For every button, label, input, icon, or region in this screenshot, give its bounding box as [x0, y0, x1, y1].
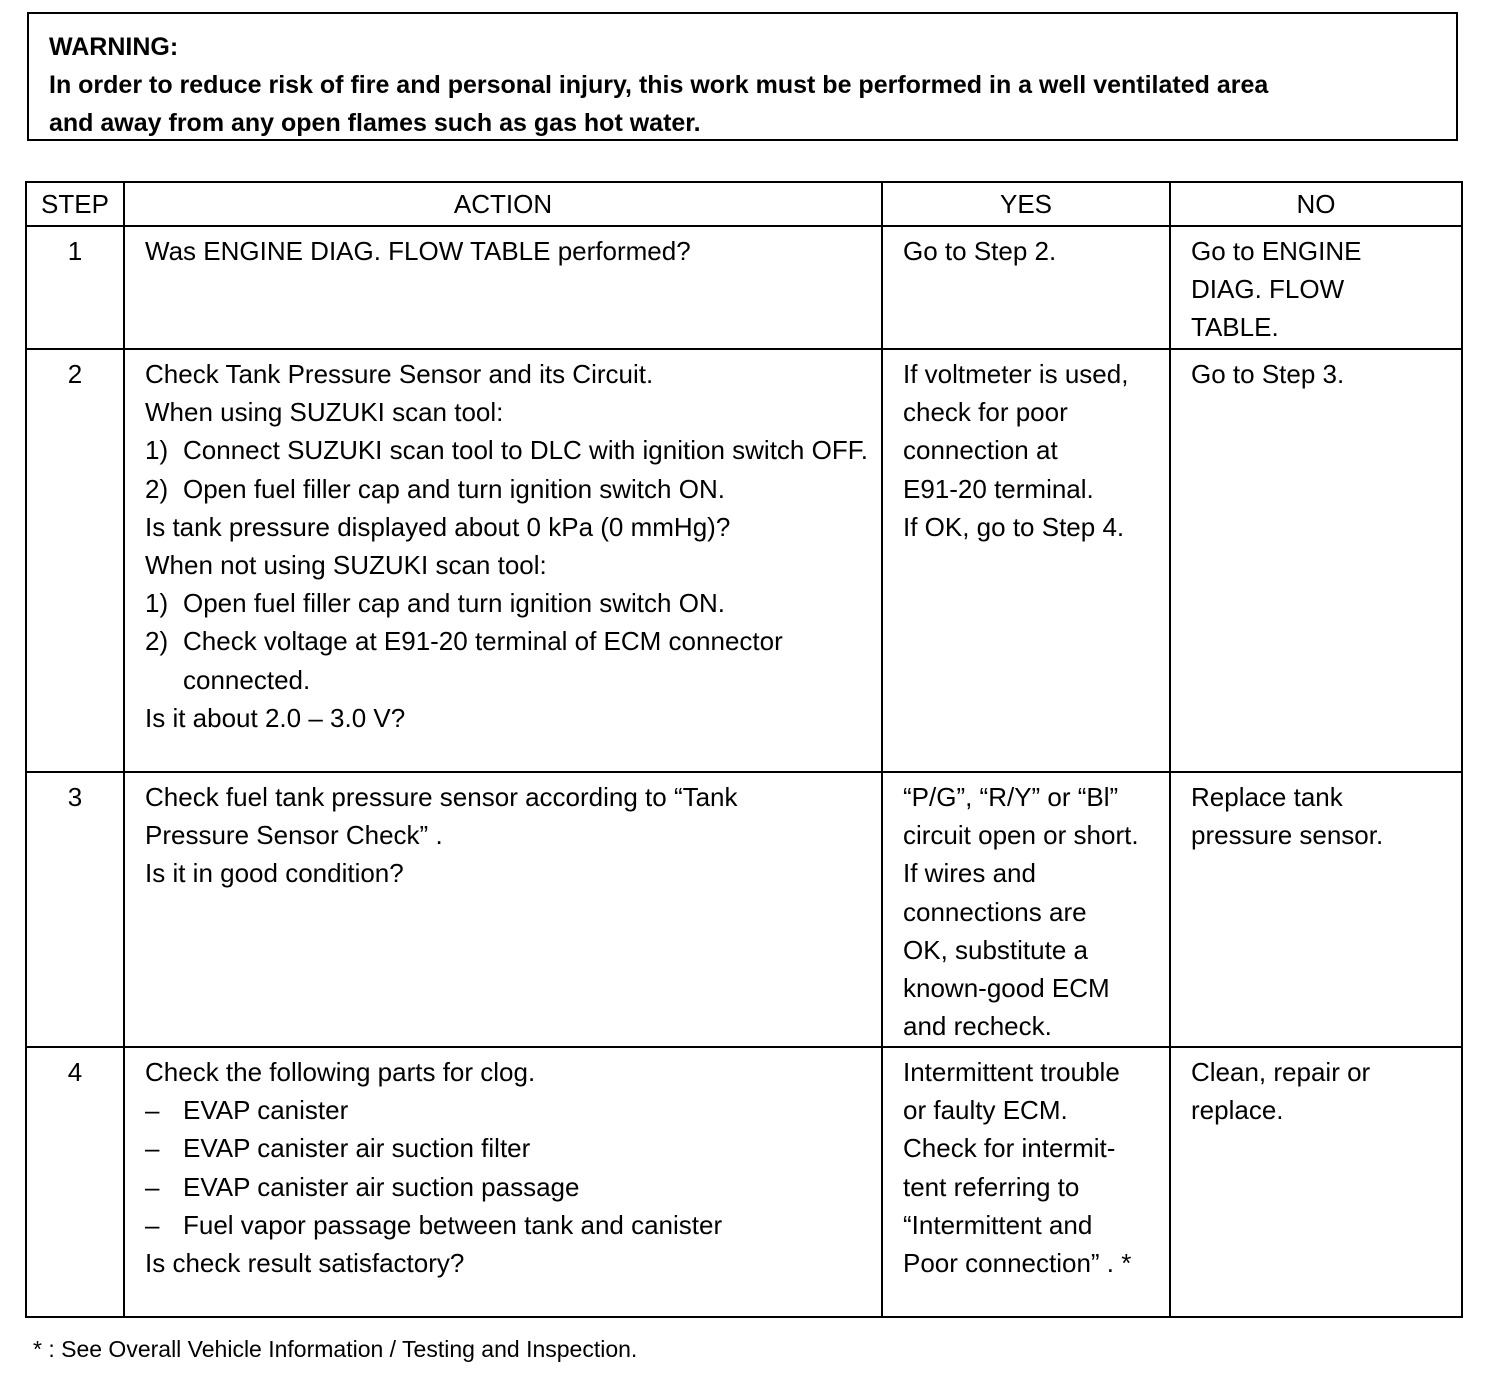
- action-cell: [124, 226, 882, 349]
- action-step-item: [145, 584, 881, 622]
- no-line: Clean, repair or: [1191, 1057, 1371, 1087]
- yes-line: “P/G”, “R/Y” or “Bl”: [903, 782, 1119, 812]
- item-text: Open fuel filler cap and turn ignition switch ON.: [183, 473, 725, 504]
- no-cell: [1170, 772, 1462, 1047]
- step-number: 3: [26, 772, 124, 1047]
- action-list-item: [145, 1168, 881, 1206]
- yes-line: known-good ECM: [903, 973, 1110, 1004]
- yes-line: OK, substitute a: [903, 934, 1088, 965]
- step-number: 4: [26, 1047, 124, 1317]
- yes-line: If OK, go to Step 4.: [903, 511, 1125, 542]
- action-list-item: [145, 1206, 881, 1244]
- no-cell: [1170, 1047, 1462, 1317]
- action-line: Check Tank Pressure Sensor and its Circuit.: [145, 359, 654, 389]
- no-line: pressure sensor.: [1191, 820, 1384, 851]
- yes-line: If wires and: [903, 858, 1036, 889]
- action-line: When using SUZUKI scan tool:: [145, 397, 504, 428]
- yes-line: If voltmeter is used,: [903, 359, 1129, 389]
- yes-cell: [882, 226, 1170, 349]
- table-row: [26, 349, 1462, 772]
- action-line: Was ENGINE DIAG. FLOW TABLE performed?: [145, 236, 691, 266]
- step-number: 1: [26, 226, 124, 349]
- item-text: Fuel vapor passage between tank and canister: [183, 1209, 723, 1240]
- table-header-row: [26, 182, 1462, 226]
- yes-line: Poor connection” . *: [903, 1248, 1132, 1279]
- header-action: ACTION: [124, 182, 882, 226]
- action-line: Is tank pressure displayed about 0 kPa (0 mmHg)?: [145, 511, 731, 542]
- yes-line: Go to Step 2.: [903, 236, 1057, 266]
- table-row: [26, 1047, 1462, 1317]
- action-line: Is check result satisfactory?: [145, 1248, 465, 1279]
- no-line: DIAG. FLOW: [1191, 274, 1345, 305]
- item-text: EVAP canister: [183, 1095, 349, 1126]
- action-step-item: [145, 470, 881, 508]
- action-cell: [124, 1047, 882, 1317]
- yes-cell: [882, 349, 1170, 772]
- item-marker: –: [145, 1095, 160, 1126]
- item-marker: 1): [145, 588, 169, 619]
- action-line: Check fuel tank pressure sensor according to “Tank: [145, 782, 738, 812]
- warning-box: [27, 12, 1458, 141]
- yes-line: check for poor: [903, 397, 1068, 428]
- action-cell: [124, 349, 882, 772]
- warning-text-line: and away from any open flames such as gas hot water.: [49, 109, 701, 137]
- step-number: 2: [26, 349, 124, 772]
- item-text: Check voltage at E91-20 terminal of ECM connector connected.: [183, 626, 783, 695]
- table-row: [26, 772, 1462, 1047]
- action-step-item: [145, 622, 881, 698]
- action-step-item: [145, 431, 881, 469]
- item-marker: –: [145, 1171, 160, 1202]
- yes-line: “Intermittent and: [903, 1209, 1093, 1240]
- no-line: TABLE.: [1191, 312, 1279, 343]
- yes-cell: [882, 772, 1170, 1047]
- item-text: Connect SUZUKI scan tool to DLC with ignition switch OFF.: [183, 435, 868, 466]
- action-line: Is it about 2.0 – 3.0 V?: [145, 702, 406, 733]
- item-marker: 1): [145, 435, 169, 466]
- action-line: Pressure Sensor Check” .: [145, 820, 443, 851]
- warning-title: WARNING:: [49, 33, 179, 61]
- item-marker: –: [145, 1209, 160, 1240]
- warning-text-line: In order to reduce risk of fire and personal injury, this work must be performed in a well ventilated area: [49, 71, 1269, 99]
- item-marker: 2): [145, 626, 169, 657]
- no-line: Replace tank: [1191, 782, 1343, 812]
- header-step: STEP: [26, 182, 124, 226]
- no-line: Go to Step 3.: [1191, 359, 1345, 389]
- yes-line: Intermittent trouble: [903, 1057, 1120, 1087]
- no-cell: [1170, 226, 1462, 349]
- action-line: Check the following parts for clog.: [145, 1057, 536, 1087]
- header-no: NO: [1170, 182, 1462, 226]
- footnote: * : See Overall Vehicle Information / Testing and Inspection.: [33, 1336, 638, 1362]
- item-marker: –: [145, 1133, 160, 1164]
- item-text: EVAP canister air suction passage: [183, 1171, 580, 1202]
- action-list-item: [145, 1091, 881, 1129]
- yes-line: or faulty ECM.: [903, 1095, 1068, 1126]
- yes-line: tent referring to: [903, 1171, 1080, 1202]
- yes-line: Check for intermit-: [903, 1133, 1116, 1164]
- yes-line: E91-20 terminal.: [903, 473, 1094, 504]
- action-line: When not using SUZUKI scan tool:: [145, 550, 547, 581]
- no-line: Go to ENGINE: [1191, 236, 1362, 266]
- yes-line: and recheck.: [903, 1011, 1052, 1042]
- action-cell: [124, 772, 882, 1047]
- table-row: [26, 226, 1462, 349]
- action-list-item: [145, 1129, 881, 1167]
- yes-line: connections are: [903, 896, 1087, 927]
- action-line: Is it in good condition?: [145, 858, 404, 889]
- no-cell: [1170, 349, 1462, 772]
- item-text: Open fuel filler cap and turn ignition switch ON.: [183, 588, 725, 619]
- no-line: replace.: [1191, 1095, 1284, 1126]
- header-yes: YES: [882, 182, 1170, 226]
- diagnostic-flow-table: [25, 181, 1463, 1318]
- yes-cell: [882, 1047, 1170, 1317]
- item-marker: 2): [145, 473, 169, 504]
- item-text: EVAP canister air suction filter: [183, 1133, 531, 1164]
- yes-line: circuit open or short.: [903, 820, 1139, 851]
- yes-line: connection at: [903, 435, 1058, 466]
